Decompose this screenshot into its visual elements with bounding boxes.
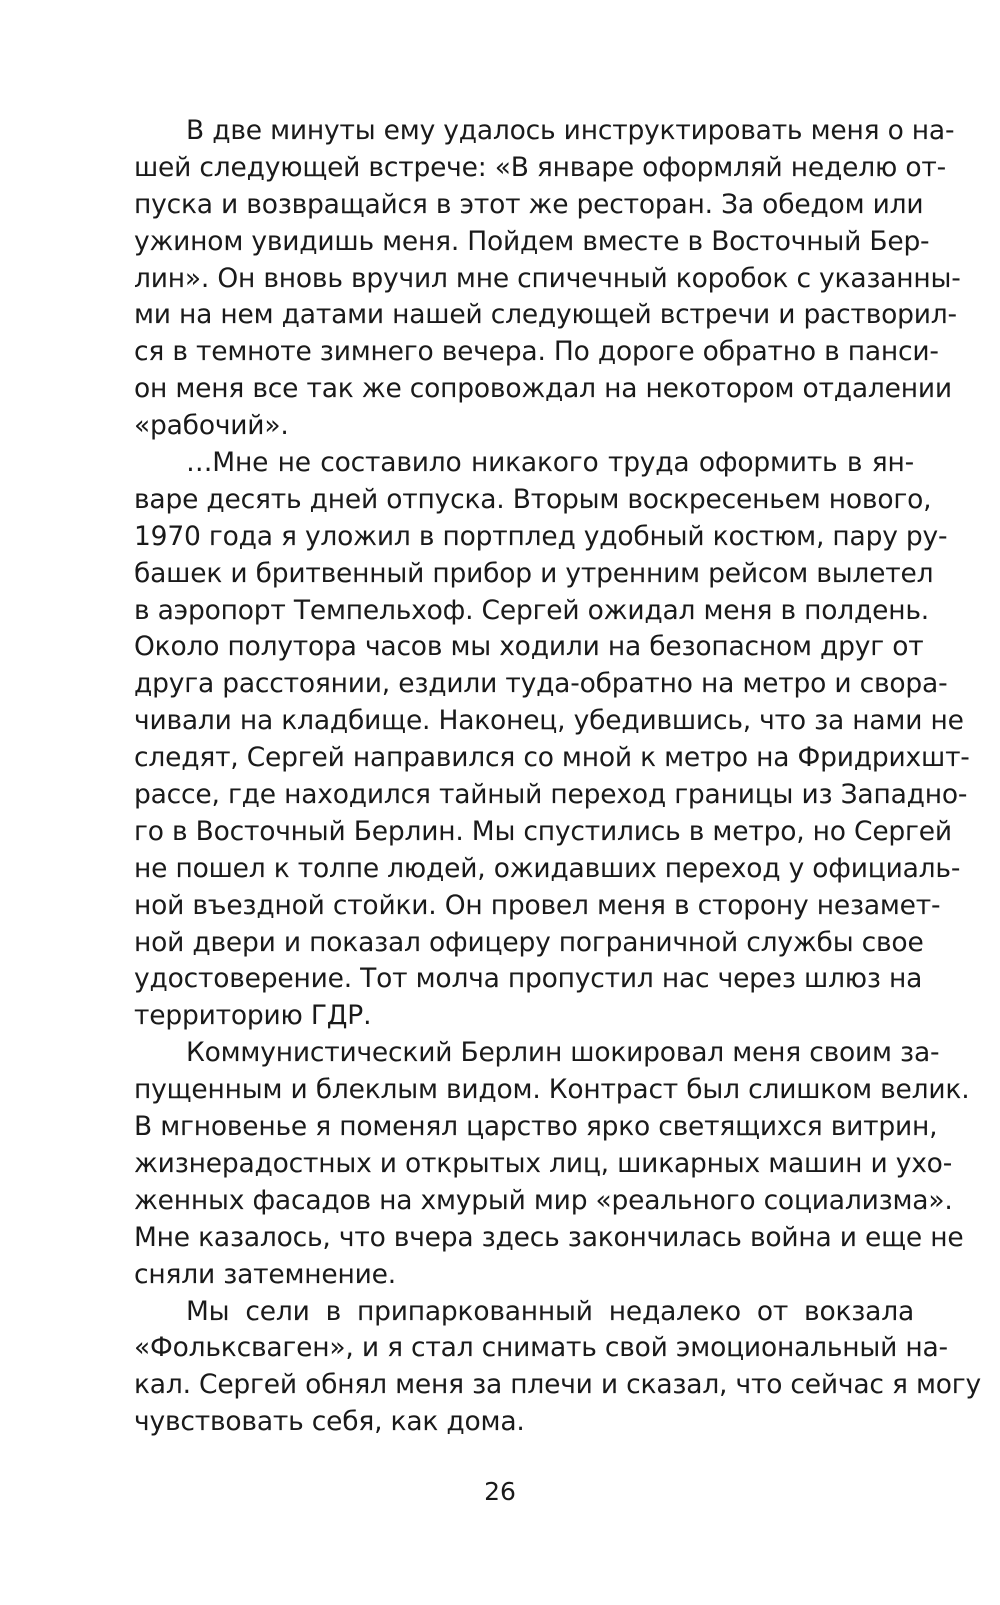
text-line: Мы сели в припаркованный недалеко от вокзала [186,1295,914,1327]
text-line: Около полутора часов мы ходили на безопасном друг от [134,631,924,663]
page-body-text [134,113,981,1441]
text-line: удостоверение. Тот молча пропустил нас через шлюз на [134,963,923,995]
text-line: …Мне не составило никакого труда оформить в ян- [186,447,914,479]
text-line: пущенным и блеклым видом. Контраст был слишком велик. [134,1074,970,1106]
text-line: он меня все так же сопровождал на некотором отдалении [134,373,952,405]
text-line: не пошел к толпе людей, ожидавших переход у официаль- [134,852,961,884]
text-line: чувствовать себя, как дома. [134,1406,525,1438]
text-line: ной двери и показал офицеру пограничной службы свое [134,926,924,958]
text-line: Коммунистический Берлин шокировал меня своим за- [186,1037,940,1069]
text-line: жизнерадостных и открытых лиц, шикарных машин и ухо- [134,1147,953,1179]
text-line: женных фасадов на хмурый мир «реального социализма». [134,1184,953,1216]
text-line: варе десять дней отпуска. Вторым воскресеньем нового, [134,483,932,515]
text-line: «Фольксваген», и я стал снимать свой эмоциональный на- [134,1332,948,1364]
page-number: 26 [484,1477,516,1506]
text-line: ся в темноте зимнего вечера. По дороге обратно в панси- [134,336,939,368]
text-line: шей следующей встрече: «В январе оформляй неделю от- [134,151,946,183]
text-line: друга расстоянии, ездили туда-обратно на метро и свора- [134,668,948,700]
text-line: В мгновенье я поменял царство ярко светящихся витрин, [134,1111,938,1143]
text-line: чивали на кладбище. Наконец, убедившись, что за нами не [134,705,964,737]
text-line: сняли затемнение. [134,1258,396,1290]
text-line: ми на нем датами нашей следующей встречи и растворил- [134,299,957,331]
text-line: кал. Сергей обнял меня за плечи и сказал, что сейчас я могу [134,1369,981,1401]
text-line: В две минуты ему удалось инструктировать меня о на- [186,115,955,146]
text-line: «рабочий». [134,410,289,442]
text-line: рассе, где находился тайный переход границы из Западно- [134,779,968,811]
text-line: го в Восточный Берлин. Мы спустились в метро, но Сергей [134,815,952,847]
text-line: ной въездной стойки. Он провел меня в сторону незамет- [134,889,941,921]
text-line: Мне казалось, что вчера здесь закончилась война и еще не [134,1221,964,1253]
text-line: пуска и возвращайся в этот же ресторан. За обедом или [134,188,924,220]
text-line: 1970 года я уложил в портплед удобный костюм, пару ру- [134,520,948,552]
text-line: лин». Он вновь вручил мне спичечный коробок с указанны- [134,262,961,294]
text-line: следят, Сергей направился со мной к метро на Фридрихшт- [134,742,970,774]
text-line: в аэропорт Темпельхоф. Сергей ожидал меня в полдень. [134,594,929,626]
text-line: башек и бритвенный прибор и утренним рейсом вылетел [134,557,934,589]
text-line: ужином увидишь меня. Пойдем вместе в Восточный Бер- [134,225,930,257]
text-line: территорию ГДР. [134,1000,372,1032]
